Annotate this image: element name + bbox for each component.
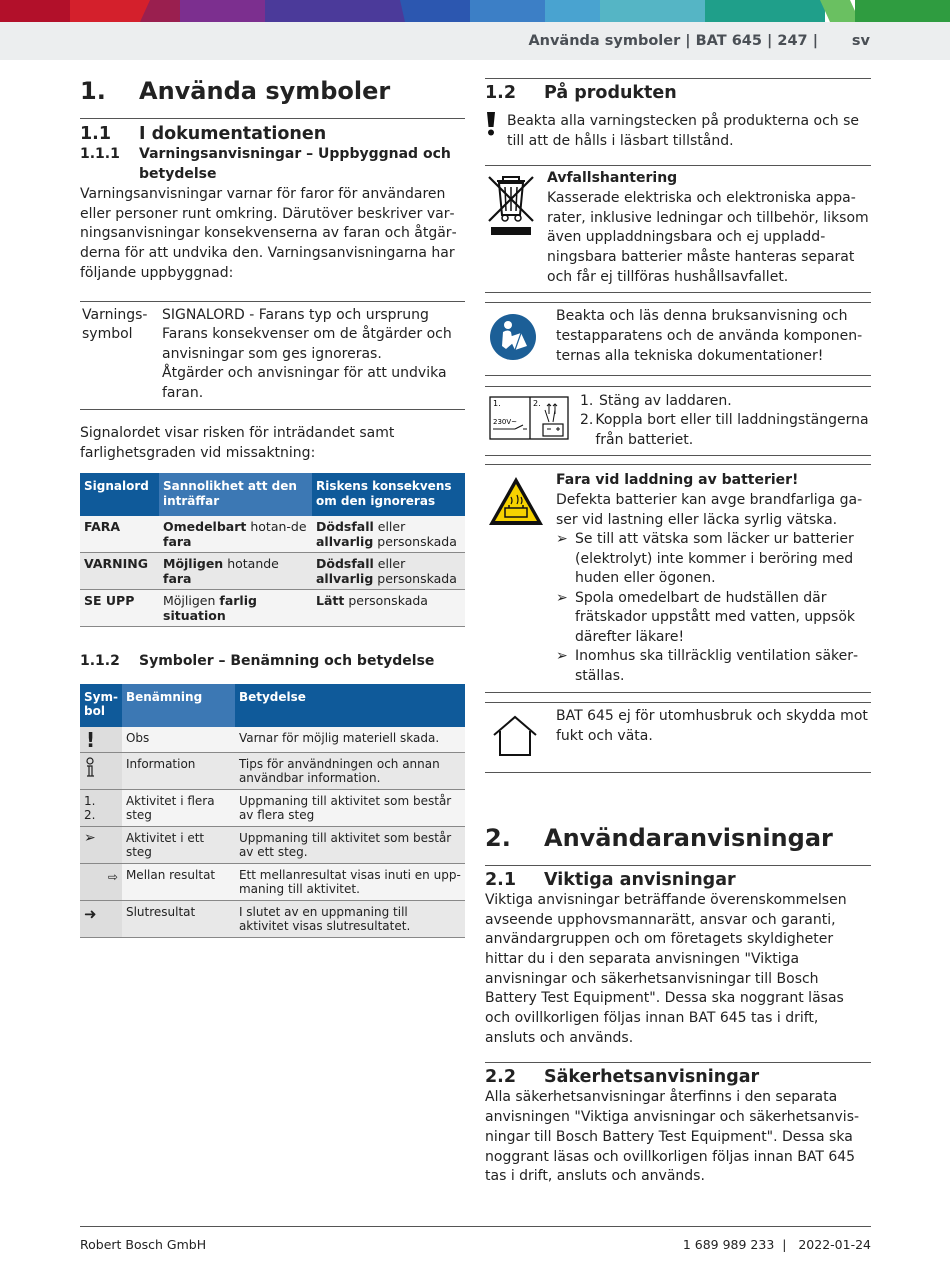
waste-title: Avfallshantering	[547, 170, 678, 187]
section-heading-1-1-2	[80, 652, 465, 672]
arrow-icon: ➢	[556, 589, 568, 606]
signal-word: VARNING	[80, 553, 159, 590]
page-footer	[80, 1226, 871, 1252]
waste-block	[485, 166, 871, 292]
symbol-table	[80, 684, 465, 938]
crossed-bin-icon	[485, 169, 547, 287]
important-paragraph: Viktiga anvisningar beträffande överenskommelsen avseende upphovsmannarätt, ansvar och garanti, användargruppen och om företagets skyldigheter hittar du i den separata anvisningen "Viktiga anvisningar och säkerhetsanvisningar till Bosch Battery Test Equipment". Dessa ska noggrant läsas och ovillkorligen följas innan BAT 645 tas i drift, ansluts och används.	[485, 891, 847, 1046]
text: eller	[373, 556, 406, 572]
heading-text: Säkerhetsanvisningar	[544, 1067, 760, 1088]
voltage-label: 230V~	[493, 417, 518, 426]
table-row	[80, 752, 465, 789]
consequence-cell	[312, 516, 465, 553]
warning-structure	[80, 302, 465, 410]
arrow-icon: ➢	[556, 531, 568, 548]
text: eller	[373, 519, 406, 535]
warning-line-1: SIGNALORD - Farans typ och ursprung	[162, 306, 429, 323]
heading-number: 1.2	[485, 83, 517, 103]
table-header: Symbol	[80, 684, 122, 727]
bold-text: Dödsfall	[316, 556, 374, 572]
step-2	[576, 411, 871, 450]
table-header: Betydelse	[235, 684, 465, 727]
table-row	[80, 553, 465, 590]
symbol-name: Aktivitet i flera steg	[122, 789, 235, 826]
consequence-cell	[312, 590, 465, 627]
symbol-meaning: Uppmaning till aktivitet som består av flera steg	[235, 789, 465, 826]
house-icon	[485, 707, 556, 764]
danger-text: Defekta batterier kan avge brandfarliga gaser vid lastning eller läcka syrlig vätska.	[556, 491, 863, 528]
intermediate-result-arrow-icon: ⇨	[80, 863, 122, 900]
table-row	[80, 590, 465, 627]
bold-text: allvarlig	[316, 570, 374, 586]
danger-block	[485, 465, 871, 692]
signal-word-table	[80, 473, 465, 627]
heading-text: På produkten	[544, 83, 677, 103]
brand-color-stripe	[0, 0, 950, 22]
table-header: Sannolikhet att den inträffar	[159, 473, 312, 516]
bold-text: Omedelbart	[163, 519, 247, 535]
warning-line-3: Åtgärder och anvisningar för att undvika faran.	[162, 365, 447, 401]
table-row	[80, 826, 465, 863]
heading-number: 1.	[80, 77, 106, 105]
likelihood-cell	[159, 590, 312, 627]
heading-number: 1.1	[80, 124, 112, 144]
likelihood-cell	[159, 516, 312, 553]
bold-text: fara	[163, 570, 192, 586]
heading-number: 2.	[485, 823, 511, 852]
text: personskada	[373, 570, 457, 586]
list-item	[556, 530, 871, 589]
table-row	[80, 516, 465, 553]
heading-text: Använda symboler	[139, 77, 391, 105]
header-language: sv	[851, 33, 870, 49]
bullet-text: Inomhus ska tillräcklig ventilation säkerställas.	[575, 648, 859, 684]
left-column	[80, 60, 465, 938]
step-2-label: 2.	[533, 398, 541, 408]
section-heading-1-2	[485, 82, 871, 104]
list-item	[556, 647, 871, 686]
symbol-meaning: Varnar för möjlig materiell skada.	[235, 727, 465, 753]
read-manual-icon	[485, 307, 556, 368]
table-header: Signalord	[80, 473, 159, 516]
step-number: 1.	[580, 392, 594, 409]
step-text: Koppla bort eller till laddningstängerna från batteriet.	[595, 412, 869, 448]
warning-line-2: Farans konsekvenser om de åtgärder och anvisningar som ges ignoreras.	[162, 326, 452, 362]
signal-paragraph: Signalordet visar risken för inträdandet samt farlighetsgraden vid missaktning:	[80, 425, 395, 461]
table-row	[80, 863, 465, 900]
heading-text: Användaranvisningar	[544, 823, 833, 852]
notice-block	[485, 109, 871, 151]
symbol-name: Aktivitet i ett steg	[122, 826, 235, 863]
section-heading-1	[80, 76, 465, 106]
bold-text: allvarlig	[316, 533, 374, 549]
danger-title: Fara vid laddning av batterier!	[556, 472, 799, 489]
symbol-meaning: I slutet av en uppmaning till aktivitet visas slutresultatet.	[235, 900, 465, 937]
symbol-name: Slutresultat	[122, 900, 235, 937]
heading-text: Varningsanvisningar – Uppbyggnad och betydelse	[139, 146, 451, 182]
danger-bullets	[556, 530, 871, 686]
heading-text: Symboler – Benämning och betydelse	[139, 653, 435, 670]
waste-text: Kasserade elektriska och elektroniska apparater, inklusive ledningar och tillbehör, liksom även uppladdningsbara och ej uppladdningsbara batterier måste hanteras separat och får ej tillföras hushållsavfallet.	[547, 189, 869, 285]
bold-text: fara	[163, 533, 192, 549]
steps-number-icon: 1. 2.	[80, 789, 122, 826]
symbol-name: Information	[122, 752, 235, 789]
symbol-name: Obs	[122, 727, 235, 753]
outdoor-text: BAT 645 ej för utomhusbruk och skydda mot fukt och väta.	[556, 708, 868, 745]
section-heading-2-2	[485, 1066, 871, 1088]
heading-number: 1.1.2	[80, 653, 120, 670]
step-1-label: 1.	[493, 398, 501, 408]
section-heading-2	[485, 823, 871, 853]
symbol-meaning: Tips för användningen och annan användbar information.	[235, 752, 465, 789]
arrow-icon: ➢	[556, 648, 568, 665]
likelihood-cell	[159, 553, 312, 590]
bold-text: Dödsfall	[316, 519, 374, 535]
text: personskada	[373, 533, 457, 549]
header-title: Använda symboler | BAT 645 | 247 |	[528, 33, 818, 49]
table-header: Benämning	[122, 684, 235, 727]
table-row	[80, 727, 465, 753]
signal-word: SE UPP	[80, 590, 159, 627]
warning-exclamation-icon: !	[80, 727, 122, 753]
notice-text: Beakta alla varningstecken på produkterna och se till att de hålls i läsbart tillstånd.	[507, 113, 860, 149]
final-result-arrow-icon: ➜	[80, 900, 122, 937]
manual-block	[485, 303, 871, 375]
bullet-text: Spola omedelbart de hudställen där frätskador uppstått med vatten, uppsök därefter läkare!	[575, 589, 856, 645]
heading-text: I dokumentationen	[139, 124, 327, 144]
unplug-block	[485, 387, 871, 456]
bullet-text: Se till att vätska som läcker ur batterier (elektrolyt) inte kommer i beröring med huden eller ögonen.	[575, 531, 854, 587]
footer-doc-info: 1 689 989 233 | 2022-01-24	[682, 1237, 871, 1252]
footer-company: Robert Bosch GmbH	[80, 1237, 207, 1252]
unplug-charger-icon	[485, 392, 576, 451]
outdoor-block	[485, 703, 871, 772]
table-row	[80, 900, 465, 937]
battery-hazard-icon	[485, 471, 556, 686]
single-step-arrow-icon: ➢	[80, 826, 122, 863]
info-icon	[80, 752, 122, 789]
list-item	[556, 589, 871, 648]
intro-paragraph: Varningsanvisningar varnar för faror för användaren eller personer runt omkring. Därutöver beskriver varningsanvisningar konsekvenserna av faran och åtgärderna för att undvika den. Varningsanvisningarna har följande uppbyggnad:	[80, 186, 457, 281]
heading-number: 2.2	[485, 1067, 517, 1088]
page-header	[0, 22, 950, 60]
text: hotande	[223, 556, 279, 572]
bold-text: Möjligen	[163, 556, 224, 572]
step-text: Stäng av laddaren.	[599, 392, 732, 409]
section-heading-1-1	[80, 123, 465, 145]
text: hotan-de	[246, 519, 307, 535]
table-row	[80, 789, 465, 826]
step-number: 2.	[580, 412, 594, 429]
right-column	[485, 60, 871, 1187]
symbol-meaning: Uppmaning till aktivitet som består av ett steg.	[235, 826, 465, 863]
text: personskada	[344, 593, 428, 609]
warning-exclamation-icon	[485, 109, 507, 151]
heading-text: Viktiga anvisningar	[544, 869, 736, 890]
warning-symbol-label: Varningssymbol	[82, 306, 148, 343]
symbol-name: Mellan resultat	[122, 863, 235, 900]
heading-number: 2.1	[485, 869, 517, 890]
symbol-meaning: Ett mellanresultat visas inuti en uppmaning till aktivitet.	[235, 863, 465, 900]
table-header: Riskens konsekvens om den ignoreras	[312, 473, 465, 516]
heading-number: 1.1.1	[80, 146, 120, 162]
manual-text: Beakta och läs denna bruksanvisning och testapparatens och de använda komponenternas alla tekniska dokumentationer!	[556, 308, 863, 364]
bold-text: Lätt	[316, 593, 345, 609]
section-heading-2-1	[485, 869, 871, 891]
consequence-cell	[312, 553, 465, 590]
step-1	[576, 392, 871, 412]
text: Möjligen	[163, 593, 220, 609]
safety-paragraph: Alla säkerhetsanvisningar återfinns i den separata anvisningen "Viktiga anvisningar och säkerhetsanvisningar till Bosch Battery Test Equipment". Dessa ska noggrant läsas och ovillkorligen följas innan BAT 645 tas i drift, ansluts och används.	[485, 1089, 860, 1185]
signal-word: FARA	[80, 516, 159, 553]
section-heading-1-1-1	[80, 145, 465, 184]
bold-text: farlig situation	[163, 593, 257, 623]
